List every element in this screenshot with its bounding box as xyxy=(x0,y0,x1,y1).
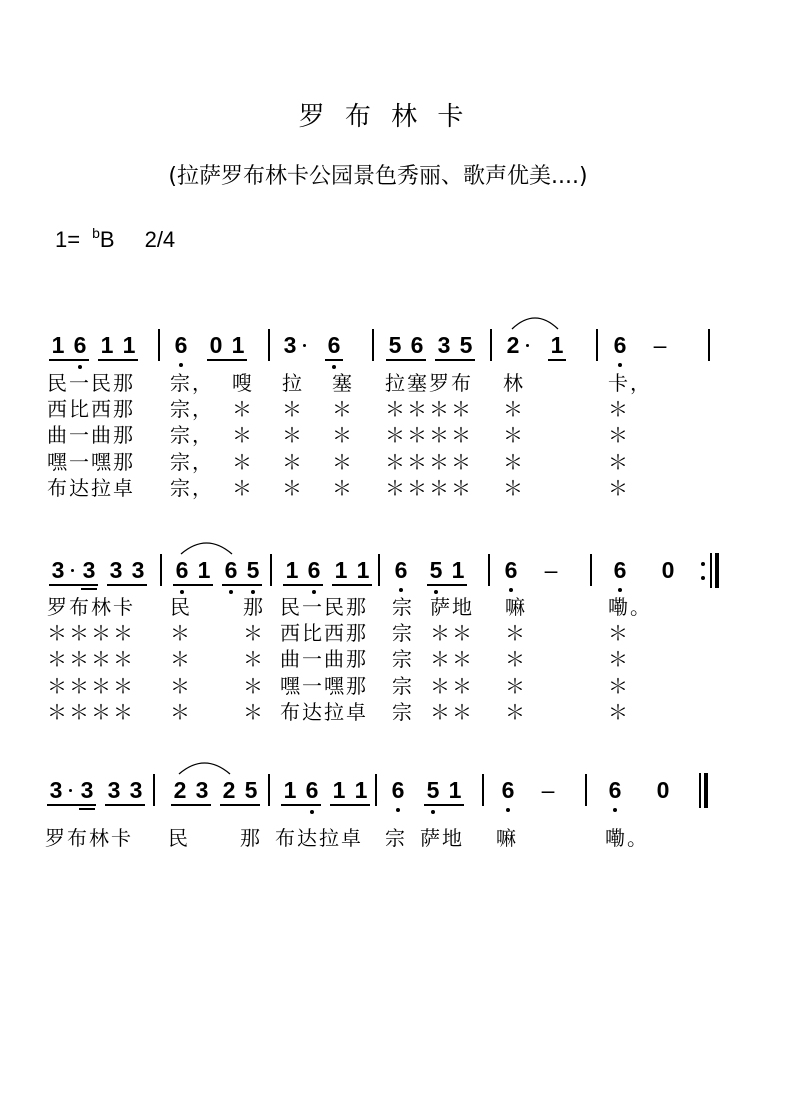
lyric-syllable: 拉塞罗布 xyxy=(385,371,473,395)
note xyxy=(328,778,350,802)
thin-bar xyxy=(699,773,701,808)
lyric-syllable: ＊ xyxy=(282,449,304,474)
final-barline xyxy=(698,773,720,808)
rest-symbol: 0 xyxy=(656,777,670,803)
lyric-syllable: 民一民那 xyxy=(280,595,368,619)
measure xyxy=(497,778,559,802)
lyric-syllable: 布达拉卓 xyxy=(280,699,368,724)
beamed-group xyxy=(103,778,147,802)
note-digit: 1 xyxy=(197,557,211,583)
lyric-syllable: ＊ xyxy=(243,699,265,724)
note-digit: 1 xyxy=(231,332,245,358)
lyric-syllable: ＊ xyxy=(505,699,527,724)
lyric-syllable: ＊ xyxy=(170,699,192,724)
note-digit: 6 xyxy=(224,557,238,583)
lyric-syllable: ＊＊＊＊ xyxy=(47,647,135,672)
lyric-syllable: 宗 xyxy=(392,673,414,698)
lyric-syllable: 布达拉卓 xyxy=(47,475,135,500)
lyric-syllable: 宗 xyxy=(385,826,407,850)
beamed-group xyxy=(279,778,323,802)
note xyxy=(191,778,213,802)
extension-dash-symbol: – xyxy=(653,332,667,358)
note-digit: 5 xyxy=(459,332,473,358)
note-digit: 3 xyxy=(283,332,297,358)
note-digit: 6 xyxy=(174,332,188,358)
beamed-group xyxy=(218,778,262,802)
note-digit: 3 xyxy=(107,777,121,803)
low-octave-dot xyxy=(431,810,435,814)
extension-dash-symbol: – xyxy=(541,777,555,803)
lyric-syllable: 塞 xyxy=(332,371,354,395)
note xyxy=(301,778,323,802)
note-digit: 3 xyxy=(129,777,143,803)
note-digit: 3 xyxy=(51,557,65,583)
lyric-syllable: ＊ xyxy=(608,647,630,672)
note xyxy=(169,778,191,802)
rest xyxy=(652,778,674,802)
note xyxy=(422,778,444,802)
lyric-syllable: ＊ xyxy=(332,423,354,448)
lyric-syllable: ＊ xyxy=(243,647,265,672)
lyric-syllable: ＊ xyxy=(503,475,525,500)
lyric-syllable: 嗖 xyxy=(232,371,254,395)
lyric-syllable: 民 xyxy=(170,595,192,619)
lyric-syllable: ＊ xyxy=(608,621,630,646)
lyric-syllable: 萨地 xyxy=(420,826,464,850)
lyric-syllable: ＊ xyxy=(232,449,254,474)
lyric-syllable: ＊＊＊＊ xyxy=(385,397,473,422)
lyric-syllable: 宗 xyxy=(392,621,414,646)
key-tonic: B xyxy=(99,227,115,252)
note-digit: 6 xyxy=(307,557,321,583)
beam xyxy=(281,804,321,806)
lyric-syllable: 布达拉卓 xyxy=(275,826,363,850)
lyric-syllable: 罗布林卡 xyxy=(47,595,135,619)
lyric-syllable: ＊ xyxy=(503,423,525,448)
lyric-syllable: 民 xyxy=(168,826,190,850)
note-digit: 1 xyxy=(332,777,346,803)
note xyxy=(125,778,147,802)
secondary-beam xyxy=(79,808,95,810)
note-digit: 6 xyxy=(613,557,627,583)
lyric-syllable: 罗布林卡 xyxy=(45,826,133,850)
time-signature: 2/4 xyxy=(144,227,176,252)
note-digit: 3 xyxy=(131,557,145,583)
note-group xyxy=(652,778,674,802)
note-digit: 6 xyxy=(394,557,408,583)
lyric-syllable: ＊ xyxy=(282,475,304,500)
lyric-syllable: 嘛 xyxy=(496,826,518,850)
note-digit: 1 xyxy=(283,777,297,803)
flat-sign: b xyxy=(92,225,100,241)
lyric-syllable: ＊＊＊＊ xyxy=(47,673,135,698)
lyric-syllable: ＊ xyxy=(505,647,527,672)
lyric-syllable: 林 xyxy=(503,371,525,395)
note xyxy=(387,778,409,802)
lyric-syllable: 曲一曲那 xyxy=(47,423,135,448)
lyric-syllable: ＊ xyxy=(608,673,630,698)
lyric-syllable: ＊ xyxy=(608,423,630,448)
note-digit: 5 xyxy=(429,557,443,583)
beam xyxy=(424,804,464,806)
augmentation-dot xyxy=(67,778,76,802)
note-digit: 2 xyxy=(173,777,187,803)
note-digit: 6 xyxy=(305,777,319,803)
low-octave-dot xyxy=(310,810,314,814)
lyric-syllable: ＊ xyxy=(505,673,527,698)
note-digit: 3 xyxy=(49,777,63,803)
beamed-group xyxy=(169,778,213,802)
lyric-syllable: ＊ xyxy=(608,449,630,474)
barline xyxy=(268,774,270,806)
lyric-syllable: 宗 xyxy=(392,647,414,672)
lyric-syllable: 嘿一嘿那 xyxy=(280,673,368,698)
lyric-syllable: 宗， xyxy=(170,449,214,474)
lyric-syllable: ＊ xyxy=(282,397,304,422)
note-digit: 3 xyxy=(80,777,94,803)
note xyxy=(350,778,372,802)
lyric-syllable: ＊ xyxy=(332,475,354,500)
note-digit: 1 xyxy=(122,332,136,358)
lyric-syllable: ＊ xyxy=(232,475,254,500)
subtitle: (拉萨罗布林卡公园景色秀丽、歌声优美....) xyxy=(168,164,588,189)
note xyxy=(444,778,466,802)
beamed-group xyxy=(422,778,466,802)
note-digit: 3 xyxy=(82,557,96,583)
beam xyxy=(220,804,260,806)
note-digit: 6 xyxy=(501,777,515,803)
beam xyxy=(47,804,96,806)
lyric-syllable: ＊ xyxy=(170,673,192,698)
low-octave-dot xyxy=(396,808,400,812)
lyric-syllable: ＊＊＊＊ xyxy=(385,449,473,474)
note-digit: 1 xyxy=(285,557,299,583)
measure xyxy=(169,778,262,802)
note-digit: 5 xyxy=(426,777,440,803)
barline xyxy=(585,774,587,806)
lyric-syllable: ＊＊ xyxy=(430,621,474,646)
lyric-syllable: 西比西那 xyxy=(47,397,135,422)
note-digit: 1 xyxy=(451,557,465,583)
lyric-syllable: ＊ xyxy=(282,423,304,448)
lyric-syllable: ＊ xyxy=(503,397,525,422)
lyric-syllable: ＊ xyxy=(505,621,527,646)
note-digit: 2 xyxy=(506,332,520,358)
note-digit: 1 xyxy=(51,332,65,358)
lyric-syllable: ＊ xyxy=(608,475,630,500)
lyric-syllable: 民一民那 xyxy=(47,371,135,395)
lyric-syllable: ＊＊ xyxy=(430,673,474,698)
note xyxy=(45,778,76,802)
note-digit: 5 xyxy=(388,332,402,358)
note-digit: 3 xyxy=(437,332,451,358)
beam xyxy=(171,804,211,806)
lyric-syllable: ＊ xyxy=(608,397,630,422)
note xyxy=(76,778,98,802)
beam xyxy=(330,804,370,806)
note-digit: 3 xyxy=(109,557,123,583)
note xyxy=(218,778,240,802)
low-octave-dot xyxy=(613,808,617,812)
note-group xyxy=(497,778,519,802)
lyric-syllable: 曲一曲那 xyxy=(280,647,368,672)
note-digit: 6 xyxy=(73,332,87,358)
note xyxy=(103,778,125,802)
slur xyxy=(176,758,233,776)
note-digit: 6 xyxy=(613,332,627,358)
lyric-syllable: ＊ xyxy=(243,621,265,646)
note-digit: 2 xyxy=(222,777,236,803)
lyric-syllable: 宗， xyxy=(170,423,214,448)
note-digit: 3 xyxy=(195,777,209,803)
note xyxy=(279,778,301,802)
measure xyxy=(604,778,674,802)
note-group xyxy=(387,778,409,802)
lyric-syllable: 宗， xyxy=(170,475,214,500)
measure xyxy=(279,778,372,802)
barline xyxy=(482,774,484,806)
note-digit: 1 xyxy=(100,332,114,358)
lyric-syllable: ＊＊ xyxy=(430,699,474,724)
extension-dash-symbol: – xyxy=(544,557,558,583)
note-digit: 6 xyxy=(327,332,341,358)
barline xyxy=(375,774,377,806)
lyric-syllable: ＊ xyxy=(608,699,630,724)
lyric-syllable: 那 xyxy=(243,595,265,619)
lyric-syllable: 嘿一嘿那 xyxy=(47,449,135,474)
lyric-syllable: ＊ xyxy=(232,397,254,422)
note-digit: 5 xyxy=(244,777,258,803)
lyric-syllable: ＊ xyxy=(332,397,354,422)
lyric-syllable: 宗 xyxy=(392,699,414,724)
note-digit: 1 xyxy=(448,777,462,803)
lyric-syllable: ＊＊＊＊ xyxy=(385,423,473,448)
lyric-syllable: 西比西那 xyxy=(280,621,368,646)
lyric-syllable: 宗， xyxy=(170,371,214,395)
note-digit: 5 xyxy=(246,557,260,583)
lyric-syllable: ＊ xyxy=(243,673,265,698)
lyric-syllable: 嘞。 xyxy=(608,595,652,619)
lyric-syllable: 那 xyxy=(240,826,262,850)
lyric-syllable: ＊＊＊＊ xyxy=(385,475,473,500)
measure xyxy=(45,778,147,802)
beamed-group xyxy=(328,778,372,802)
thick-bar xyxy=(704,773,708,808)
note xyxy=(497,778,519,802)
note-digit: 1 xyxy=(550,332,564,358)
note-digit: 6 xyxy=(608,777,622,803)
low-octave-dot xyxy=(506,808,510,812)
rest-symbol: 0 xyxy=(209,332,223,358)
note-digit: 6 xyxy=(175,557,189,583)
barline xyxy=(153,774,155,806)
note xyxy=(240,778,262,802)
beamed-group xyxy=(45,778,98,802)
measure xyxy=(387,778,466,802)
note-group xyxy=(604,778,626,802)
lyric-syllable: ＊ xyxy=(170,647,192,672)
extension-dash xyxy=(537,778,559,802)
lyric-syllable: 嘞。 xyxy=(605,826,649,850)
note-digit: 6 xyxy=(391,777,405,803)
note xyxy=(604,778,626,802)
lyric-syllable: ＊ xyxy=(170,621,192,646)
lyric-syllable: ＊ xyxy=(332,449,354,474)
lyric-syllable: ＊ xyxy=(503,449,525,474)
lyric-syllable: 嘛 xyxy=(505,595,527,619)
rest-symbol: 0 xyxy=(661,557,675,583)
lyric-syllable: ＊＊ xyxy=(430,647,474,672)
lyric-syllable: ＊＊＊＊ xyxy=(47,699,135,724)
note-digit: 1 xyxy=(354,777,368,803)
key-tonic-prefix: 1= xyxy=(55,227,81,252)
lyric-syllable: 萨地 xyxy=(430,595,474,619)
note-digit: 1 xyxy=(334,557,348,583)
note-digit: 6 xyxy=(504,557,518,583)
page-title: 罗 布 林 卡 xyxy=(298,102,470,132)
note-digit: 6 xyxy=(410,332,424,358)
lyric-line xyxy=(0,826,790,850)
lyric-syllable: ＊ xyxy=(232,423,254,448)
note-group xyxy=(537,778,559,802)
note-digit: 1 xyxy=(356,557,370,583)
lyric-syllable: 卡， xyxy=(608,371,652,395)
lyric-syllable: 拉 xyxy=(282,371,304,395)
beam xyxy=(105,804,145,806)
lyric-syllable: ＊＊＊＊ xyxy=(47,621,135,646)
lyric-syllable: 宗 xyxy=(392,595,414,619)
lyric-syllable: 宗， xyxy=(170,397,214,422)
